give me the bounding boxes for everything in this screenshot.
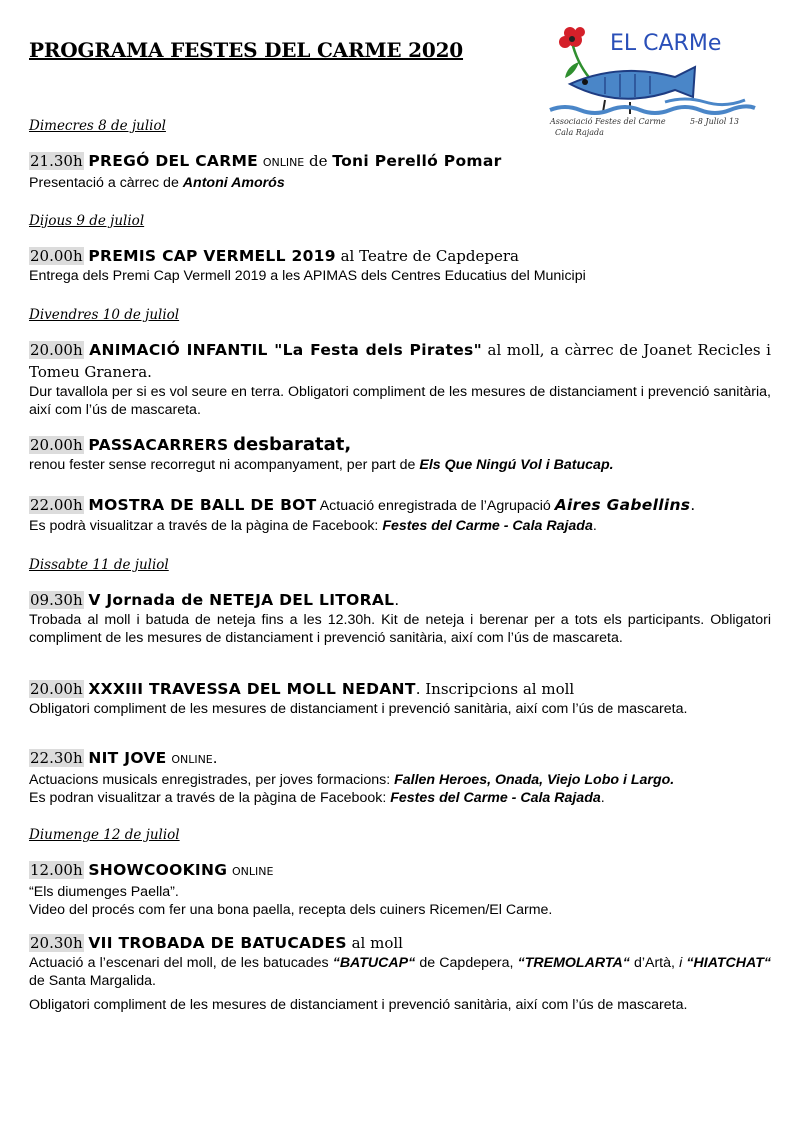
event-time: 20.30h <box>30 934 83 952</box>
event-name: MOSTRA DE BALL DE BOT <box>88 496 317 514</box>
event-name: SHOWCOOKING <box>88 861 228 879</box>
event-time: 09.30h <box>30 591 83 609</box>
event-time: 20.00h <box>30 341 83 359</box>
event-name: ANIMACIÓ INFANTIL "La Festa dels Pirates" <box>89 341 482 359</box>
event-passacarrers: 20.00h PASSACARRERS desbaratat, renou fester sense recorregut ni acompanyament, per part de Els Que Ningú Vol i Batucap. <box>29 434 614 473</box>
event-time: 20.00h <box>30 436 83 454</box>
event-name: VII TROBADA DE BATUCADES <box>88 934 347 952</box>
event-animacio: 20.00h ANIMACIÓ INFANTIL "La Festa dels Pirates" al moll, a càrrec de Joanet Recicles i Tomeu Granera. Dur tavallola per si es vol seure en terra. Obligatori compliment de les mesures de distanciament i prevenció sanitària, així com l’ús de mascareta. <box>29 341 771 418</box>
event-travessa: 20.00h XXXIII TRAVESSA DEL MOLL NEDANT. Inscripcions al moll Obligatori compliment de les mesures de distanciament i prevenció sanitària, així com l’ús de mascareta. <box>29 680 688 717</box>
event-name: XXXIII TRAVESSA DEL MOLL NEDANT <box>88 680 416 698</box>
event-time: 20.00h <box>30 247 83 265</box>
svg-text:5-8 Juliol 13: 5-8 Juliol 13 <box>690 117 739 126</box>
event-name: NIT JOVE <box>88 749 167 767</box>
event-ball-de-bot: 22.00h MOSTRA DE BALL DE BOT Actuació enregistrada de l’Agrupació Aires Gabellins. Es podrà visualitzar a través de la pàgina de Facebook: Festes del Carme - Cala Rajada. <box>29 495 696 534</box>
el-carme-logo <box>545 22 760 142</box>
event-time: 21.30h <box>30 152 83 170</box>
flower-icon <box>559 27 593 82</box>
event-name: V Jornada de NETEJA DEL LITORAL <box>88 591 395 609</box>
event-showcooking: 12.00h SHOWCOOKING ONLINE “Els diumenges Paella”. Video del procés com fer una bona paella, recepta dels cuiners Ricemen/El Carme. <box>29 861 553 918</box>
event-batucades: 20.30h VII TROBADA DE BATUCADES al moll Actuació a l’escenari del moll, de les batucades “BATUCAP“ de Capdepera, “TREMOLARTA“ d’Artà, i “HIATCHAT“ de Santa Margalida. Obligatori compliment de les mesures de distanciament i prevenció sanitària, així com l’ús de mascareta. <box>29 934 772 1013</box>
event-name: PASSACARRERS <box>88 436 229 454</box>
day-heading: Dijous 9 de juliol <box>29 213 145 229</box>
guest-name: Toni Perelló Pomar <box>332 152 502 170</box>
event-time: 22.00h <box>30 496 83 514</box>
svg-text:Associació Festes del Carme: Associació Festes del Carme <box>550 117 666 126</box>
day-heading: Divendres 10 de juliol <box>29 307 180 323</box>
event-time: 12.00h <box>30 861 83 879</box>
event-neteja: 09.30h V Jornada de NETEJA DEL LITORAL. Trobada al moll i batuda de neteja fins a les 12.30h. Kit de neteja i berenar per a tots els participants. Obligatori compliment de les mesures de distanciament i prevenció sanitària, així com l’ús de mascareta. <box>29 590 771 646</box>
day-heading: Dimecres 8 de juliol <box>29 118 166 134</box>
event-time: 20.00h <box>30 680 83 698</box>
online-tag: ONLINE <box>171 753 213 766</box>
page-title: PROGRAMA FESTES DEL CARME 2020 <box>29 38 464 62</box>
day-heading: Diumenge 12 de juliol <box>29 827 180 843</box>
day-heading: Dissabte 11 de juliol <box>29 557 169 573</box>
online-tag: ONLINE <box>262 156 305 169</box>
event-nit-jove: 22.30h NIT JOVE ONLINE. Actuacions musicals enregistrades, per joves formacions: Fallen Heroes, Onada, Viejo Lobo i Largo. Es podran visualitzar a través de la pàgina de Facebook: Festes del Carme - Cala Rajada. <box>29 748 675 806</box>
event-premis: 20.00h PREMIS CAP VERMELL 2019 al Teatre de Capdepera Entrega dels Premi Cap Vermell 2019 a les APIMAS dels Centres Educatius del Municipi <box>29 247 586 284</box>
online-tag: ONLINE <box>232 865 274 878</box>
event-pregó: 21.30h PREGÓ DEL CARME ONLINE de Toni Perelló Pomar Presentació a càrrec de Antoni Amorós <box>29 152 502 191</box>
event-name: PREMIS CAP VERMELL 2019 <box>88 247 336 265</box>
svg-text:Cala Rajada: Cala Rajada <box>555 128 604 137</box>
event-time: 22.30h <box>30 749 83 767</box>
svg-text:EL CARMe: EL CARMe <box>610 31 722 56</box>
event-name: PREGÓ DEL CARME <box>88 152 259 170</box>
